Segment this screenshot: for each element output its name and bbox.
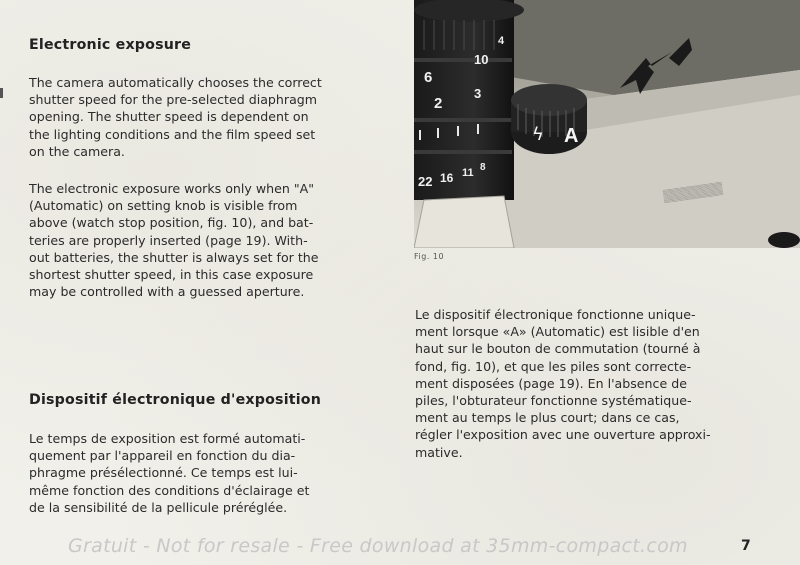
lens-scale-mid-2: 2 [434, 95, 443, 112]
lens-scale-mid-1: 6 [424, 69, 433, 86]
watermark-text: Gratuit - Not for resale - Free download at 35mm-compact.com [68, 535, 688, 557]
lens-scale-low-4: 8 [480, 162, 486, 173]
margin-mark [0, 88, 3, 98]
lens-scale-low-2: 16 [440, 171, 454, 185]
figure-photo-camera-setting-knob [414, 0, 800, 248]
page-number: 7 [741, 538, 751, 554]
svg-text:▒▒▒▒▒▒▒: ▒▒▒▒▒▒▒ [662, 180, 724, 203]
lens-scale-top-1: 10 [474, 52, 489, 67]
paragraph-french-1: Le temps de exposition est formé automati- quement par l'appareil en fonction du dia- phragme présélectionné. Ce temps est lui- même fonction des conditions d'éclairage et de la sensibilité de la pellicule préréglée. [29, 431, 310, 515]
figure-caption: Fig. 10 [414, 252, 445, 261]
lens-scale-mid-3: 3 [474, 86, 482, 101]
knob-lightning-symbol: ϟ [532, 124, 544, 145]
lens-scale-low-3: 11 [462, 167, 474, 179]
section-heading-french: Dispositif électronique d'exposition [29, 392, 322, 408]
lens-scale-top-2: 4 [498, 35, 505, 47]
knob-a-symbol: A [564, 125, 579, 147]
section-heading-english: Electronic exposure [29, 37, 192, 53]
camera-illustration [414, 0, 800, 248]
paragraph-french-2: Le dispositif électronique fonctionne unique- ment lorsque «A» (Automatic) est lisible d'en haut sur le bouton de commutation (tourné à fond, fig. 10), et que les piles sont correcte- ment disposées (page 19). En l'absence de piles, l'obturateur fonctionne systématique- ment au temps le plus court; dans ce cas, régler l'exposition avec une ouverture approxi- mative. [415, 307, 711, 460]
paragraph-english-2: The electronic exposure works only when "A" (Automatic) on setting knob is visible from above (watch stop position, fig. 10), and bat- teries are properly inserted (page 19). With- out batteries, the shutter is always set for the shortest shutter speed, in this case exposure may be controlled with a guessed aperture. [29, 181, 319, 300]
paragraph-english-1: The camera automatically chooses the correct shutter speed for the pre-selected diaphragm opening. The shutter speed is dependent on the lighting conditions and the film speed set on the camera. [29, 75, 322, 159]
lens-scale-low-1: 22 [418, 174, 433, 189]
